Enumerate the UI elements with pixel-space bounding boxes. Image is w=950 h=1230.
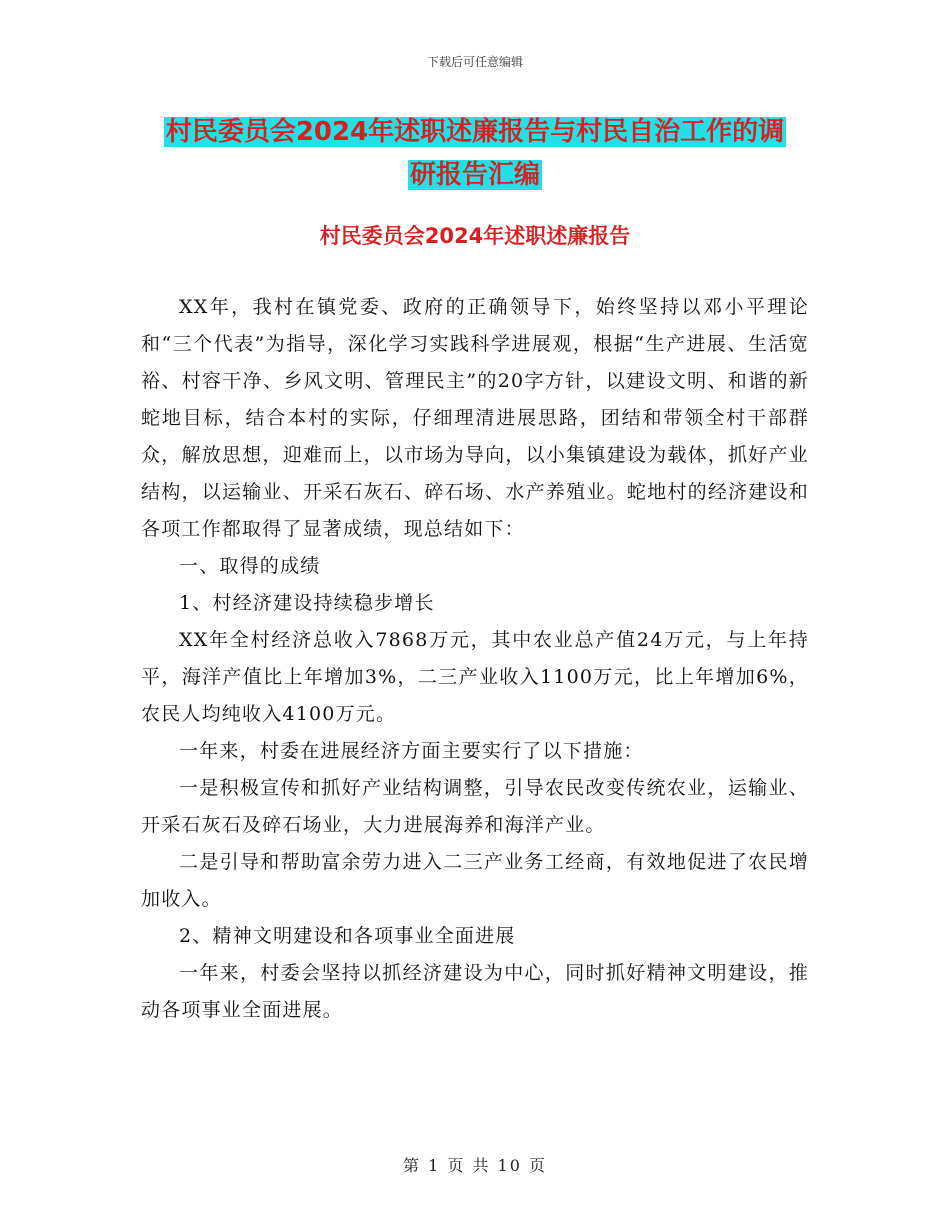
page-number-footer: 第 1 页 共 10 页 — [403, 1156, 547, 1175]
document-body — [141, 289, 809, 1029]
heading-achievements: 一、取得的成绩 — [179, 555, 321, 577]
document-title-line-1 — [0, 109, 950, 155]
paragraph-measures-intro: 一年来，村委在进展经济方面主要实行了以下措施： — [179, 740, 644, 762]
subheading-civilization: 2、精神文明建设和各项事业全面进展 — [179, 925, 516, 947]
subheading-economy: 1、村经济建设持续稳步增长 — [179, 592, 435, 614]
paragraph-civilization: 一年来，村委会坚持以抓经济建设为中心，同时抓好精神文明建设，推动各项事业全面进展。 — [141, 962, 809, 1021]
document-title-line-2 — [0, 152, 950, 198]
header-note: 下载后可任意编辑 — [426, 55, 523, 69]
paragraph-measure-1: 一是积极宣传和抓好产业结构调整，引导农民改变传统农业，运输业、开采石灰石及碎石场业，大力进展海养和海洋产业。 — [141, 777, 809, 836]
document-title-text-2: 研报告汇编 — [409, 160, 540, 190]
section-title: 村民委员会2024年述职述廉报告 — [319, 224, 631, 248]
paragraph-economy-figures: XX年全村经济总收入7868万元，其中农业总产值24万元，与上年持平，海洋产值比上年增加3%，二三产业收入1100万元，比上年增加6%，农民人均纯收入4100万元。 — [141, 629, 809, 725]
paragraph-intro: XX年，我村在镇党委、政府的正确领导下，始终坚持以邓小平理论和“三个代表”为指导，深化学习实践科学进展观，根据“生产进展、生活宽裕、村容干净、乡风文明、管理民主”的20字方针，以建设文明、和谐的新蛇地目标，结合本村的实际，仔细理清进展思路，团结和带领全村干部群众，解放思想，迎难而上，以市场为导向，以小集镇建设为载体，抓好产业结构，以运输业、开采石灰石、碎石场、水产养殖业。蛇地村的经济建设和各项工作都取得了显著成绩，现总结如下： — [141, 296, 809, 540]
paragraph-measure-2: 二是引导和帮助富余劳力进入二三产业务工经商，有效地促进了农民增加收入。 — [141, 851, 809, 910]
document-title-text-1: 村民委员会2024年述职述廉报告与村民自治工作的调 — [165, 117, 785, 147]
